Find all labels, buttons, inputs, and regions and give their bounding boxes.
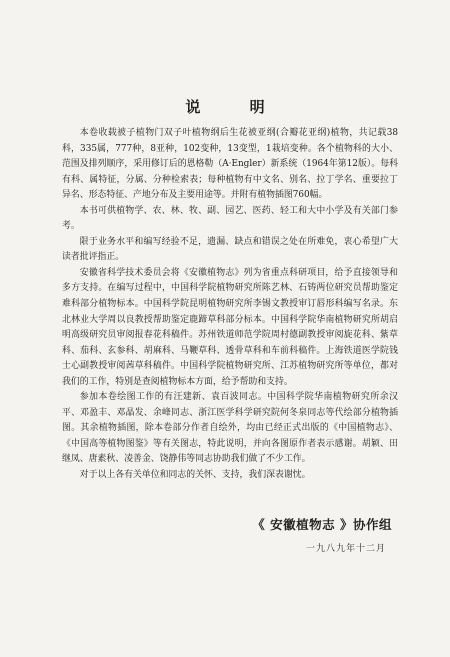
- body-text: [62, 126, 398, 484]
- paragraph-contents: 本卷收载被子植物门双子叶植物纲后生花被亚纲(合瓣花亚纲)植物，共记载38科，335属，777种，8亚种，102变种，13变型，1栽培变种。各个植物科的大小、范围及排列顺序，采用修订后的恩格勒（A·Engler）新系统（1964年第12版）。每科有科、属特征，分属、分种检索表；每种植物有中文名、别名、拉丁学名、重要拉丁异名、形态特征、产地分布及主要用途等。并附有植物插图760幅。: [62, 128, 398, 201]
- paragraph-acknowledgements: 安徽省科学技术委员会将《安徽植物志》列为省重点科研项目，给予直接领导和多方支持。在编写过程中，中国科学院植物研究所陈艺林、石铸两位研究员帮助鉴定难科部分植物标本。中国科学院昆明植物研究所李锡文教授审订唇形科编写名录。东北林业大学周以良教授帮助鉴定鹿蹄草科部分标本。中国科学院华南植物研究所胡启明高级研究员审阅报春花科稿件。苏州铁道师范学院周村德副教授审阅旋花科、紫草科、茄科、玄参科、胡麻科、马鞭草科、透骨草科和车前科稿件。上海铁道医学院钱士心副教授审阅茜草科稿件。中国科学院植物研究所、江苏植物研究所等单位，都对我们的工作，特别是查阅植物标本方面，给予帮助和支持。: [62, 267, 398, 387]
- page-title: 说 明: [185, 98, 287, 116]
- paragraph-illustrations: 参加本卷绘图工作的有汪建新、袁百波同志。中国科学院华南植物研究所余汉平、邓盈丰、邓晶发、余峰同志、浙江医学科学研究院何冬泉同志等代绘部分植物插图。其余植物插图，除本卷部分作者自绘外，均由已经正式出版的《中国植物志》、《中国高等植物图鉴》等有关图志，特此说明，并向各图原作者表示感谢。胡颖、田继凤、唐素秋、凌善金、饶静伟等同志协助我们做了不少工作。: [62, 392, 398, 465]
- signature-date: 一九八九年十二月: [305, 544, 386, 554]
- paragraph-limitations: 限于业务水平和编写经验不足，遗漏、缺点和错误之处在所难免，衷心希望广大读者批评指正。: [62, 236, 398, 263]
- signature-organization: 《 安徽植物志 》协作组: [252, 517, 392, 532]
- paragraph-audience: 本书可供植物学、农、林、牧、副、园艺、医药、轻工和大中小学及有关部门参考。: [62, 205, 398, 232]
- paragraph-thanks: 对于以上各有关单位和同志的关怀、支持，我们深表谢忱。: [79, 470, 311, 481]
